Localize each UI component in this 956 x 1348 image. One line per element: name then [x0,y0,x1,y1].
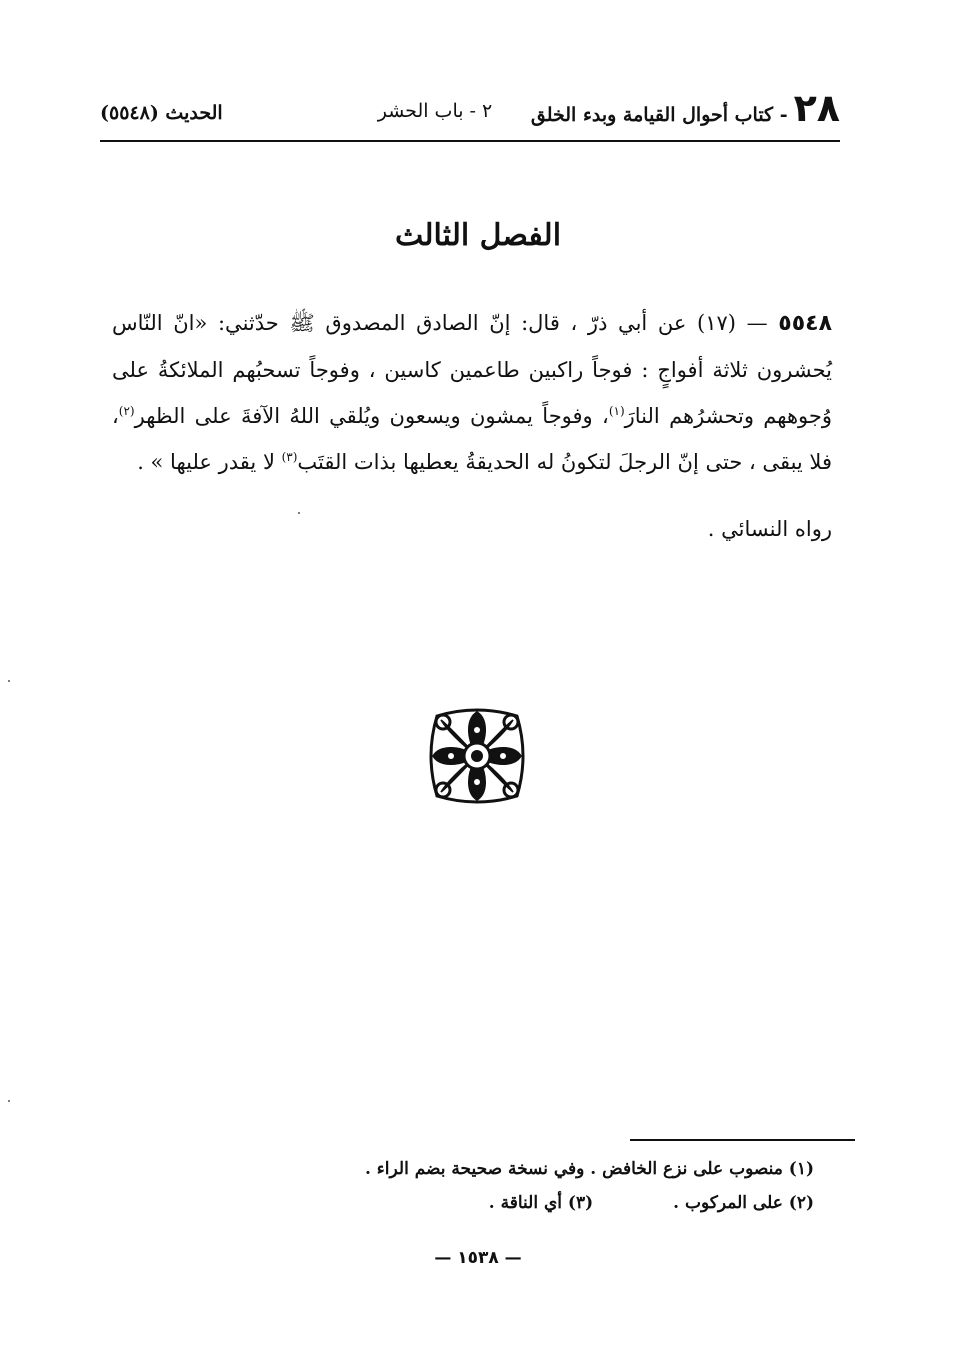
floral-ornament-icon [427,706,527,806]
footnote-ref-1: (١) [608,404,625,418]
running-header [100,88,840,138]
hadith-text [112,300,832,485]
page-number: — ١٥٣٨ — [434,1248,522,1268]
section-title: الفصل الثالث [394,218,562,253]
footnote-3: (٣) أي الناقة . [488,1193,594,1213]
scan-speck [298,512,300,514]
hadith-reference: الحديث (٥٥٤٨) [100,102,223,124]
scan-speck [8,680,10,682]
hadith-text-part3: ، فلا يبقى ، حتى إنّ الرجلَ لتكونُ له الحديقةُ يعطيها بذات القتَب [112,404,832,474]
footnote-1: (١) منصوب على نزع الخافض . وفي نسخة صحيحة بضم الراء . [364,1159,814,1179]
hadith-text-part4: لا يقدر عليها » . [137,450,282,474]
header-rule [100,140,840,142]
narration-source: رواه النسائي . [707,517,832,541]
hadith-number: ٥٥٤٨ [778,311,832,336]
footnote-line-2 [330,1186,814,1220]
hadith-text-part1: — (١٧) عن أبي ذرّ ، قال: إنّ الصادق المصدوق ﷺ حدّثني: «انّ النّاس يُحشرون ثلاثة أفواجٍ : فوجاً راكبين طاعمين كاسين ، وفوجاً تسحبُهم الملائكةُ على وُجوههم وتحشرُهم النارَ [112,311,833,428]
footnote-ref-2: (٢) [118,404,135,418]
footnote-2: (٢) على المركوب . [673,1193,814,1213]
footnote-rule [630,1139,855,1141]
footnotes [330,1152,814,1220]
chapter-number: ٢٨ [793,86,840,130]
footnote-ref-3: (٣) [281,450,298,464]
section-name: ٢ - باب الحشر [377,100,493,122]
scan-speck [8,1100,10,1102]
hadith-text-part2: ، وفوجاً يمشون ويسعون ويُلقي اللهُ الآفةَ على الظهر [134,404,609,428]
chapter-title: - كتاب أحوال القيامة وبدء الخلق [530,104,788,126]
